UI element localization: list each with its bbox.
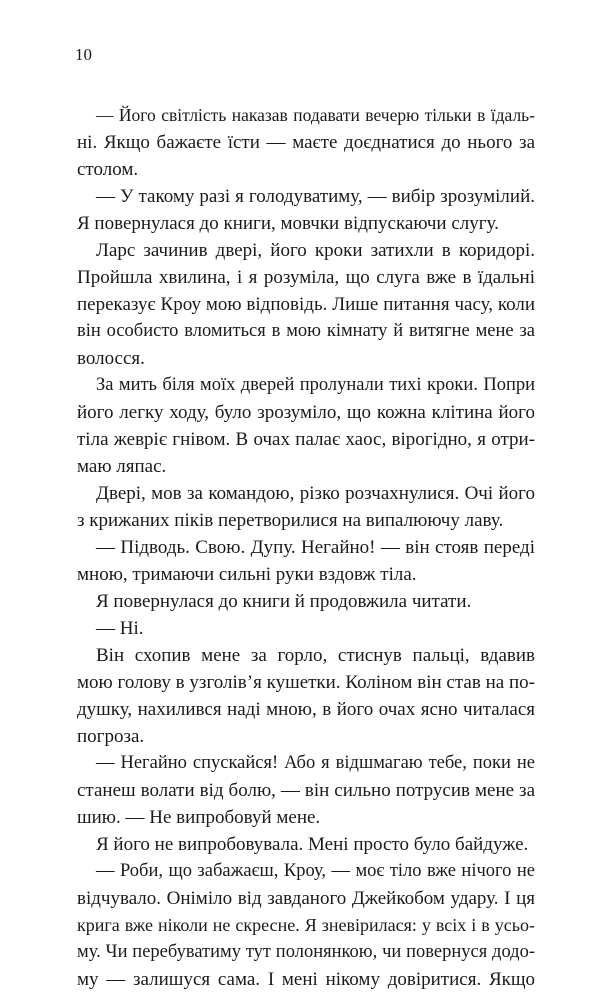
text-line: Пройшла хвилина, і я розуміла, що слуга вже в їдальні [77, 267, 535, 288]
text-line: За мить біля моїх дверей пролунали тихі кроки. Попри [96, 375, 535, 395]
text-line: Я його не випробовувала. Мені просто було байдуже. [96, 834, 529, 855]
text-line: волосся. [77, 348, 145, 369]
text-line: з крижаних піків перетворилися на випалюючу лаву. [77, 510, 504, 531]
text-line: мною, тримаючи сильні руки вздовж тіла. [77, 564, 417, 585]
text-line: Двері, мов за командою, різко розчахнулися. Очі його [96, 483, 535, 504]
text-line: — Підводь. Свою. Дупу. Негайно! — він стояв переді [96, 537, 535, 558]
text-line: Я повернулася до книги й продовжила читати. [96, 591, 472, 612]
text-line: столом. [77, 159, 139, 180]
text-line: му — залишуся сама. І мені нікому довіритися. Якщо [77, 969, 535, 990]
text-line: відчувало. Оніміло від завданого Джейкобом удару. І ця [77, 888, 535, 909]
text-line: — У такому разі я голодуватиму, — вибір зрозумілий. [96, 186, 535, 207]
text-line: Я повернулася до книги, мовчки відпускаючи слугу. [77, 213, 499, 234]
text-line: Ларс зачинив двері, його кроки затихли в коридорі. [96, 240, 535, 261]
text-line: він особисто вломиться в мою кімнату й витягне мене за [77, 321, 535, 341]
text-line: — Ні. [96, 618, 144, 639]
text-line: станеш волати від болю, — він сильно потрусив мене за [77, 780, 535, 801]
text-line: тіла жевріє гнівом. В очах палає хаос, вірогідно, я отри- [77, 429, 535, 450]
text-line: — Роби, що забажаєш, Кроу, — моє тіло вже нічого не [96, 861, 535, 881]
text-line: Він схопив мене за горло, стиснув пальці, вдавив [96, 645, 535, 666]
text-line: му. Чи перебуватиму тут полонянкою, чи повернуся додо- [77, 942, 535, 962]
text-line: шию. — Не випробовуй мене. [77, 807, 321, 828]
page-number: 10 [75, 45, 92, 64]
text-line: — Його світлість наказав подавати вечерю тільки в їдаль- [96, 105, 535, 125]
text-line: його легку ходу, було зрозуміло, що кожна клітина його [77, 402, 535, 423]
text-line: маю ляпас. [77, 456, 167, 477]
text-line: погроза. [77, 726, 145, 747]
text-line: душку, нахилився наді мною, в його очах ясно читалася [77, 699, 535, 720]
text-line: переказує Кроу мою відповідь. Лише питання часу, коли [77, 294, 535, 315]
text-line: мою голову в узголів’я кушетки. Коліном він став на по- [77, 672, 535, 693]
text-line: ні. Якщо бажаєте їсти — маєте доєднатися до нього за [77, 132, 535, 153]
text-line: крига вже ніколи не скресне. Я зневірилася: у всіх і в усьо- [77, 915, 535, 935]
text-line: — Негайно спускайся! Або я відшмагаю тебе, поки не [96, 753, 535, 773]
body-text [77, 102, 535, 993]
